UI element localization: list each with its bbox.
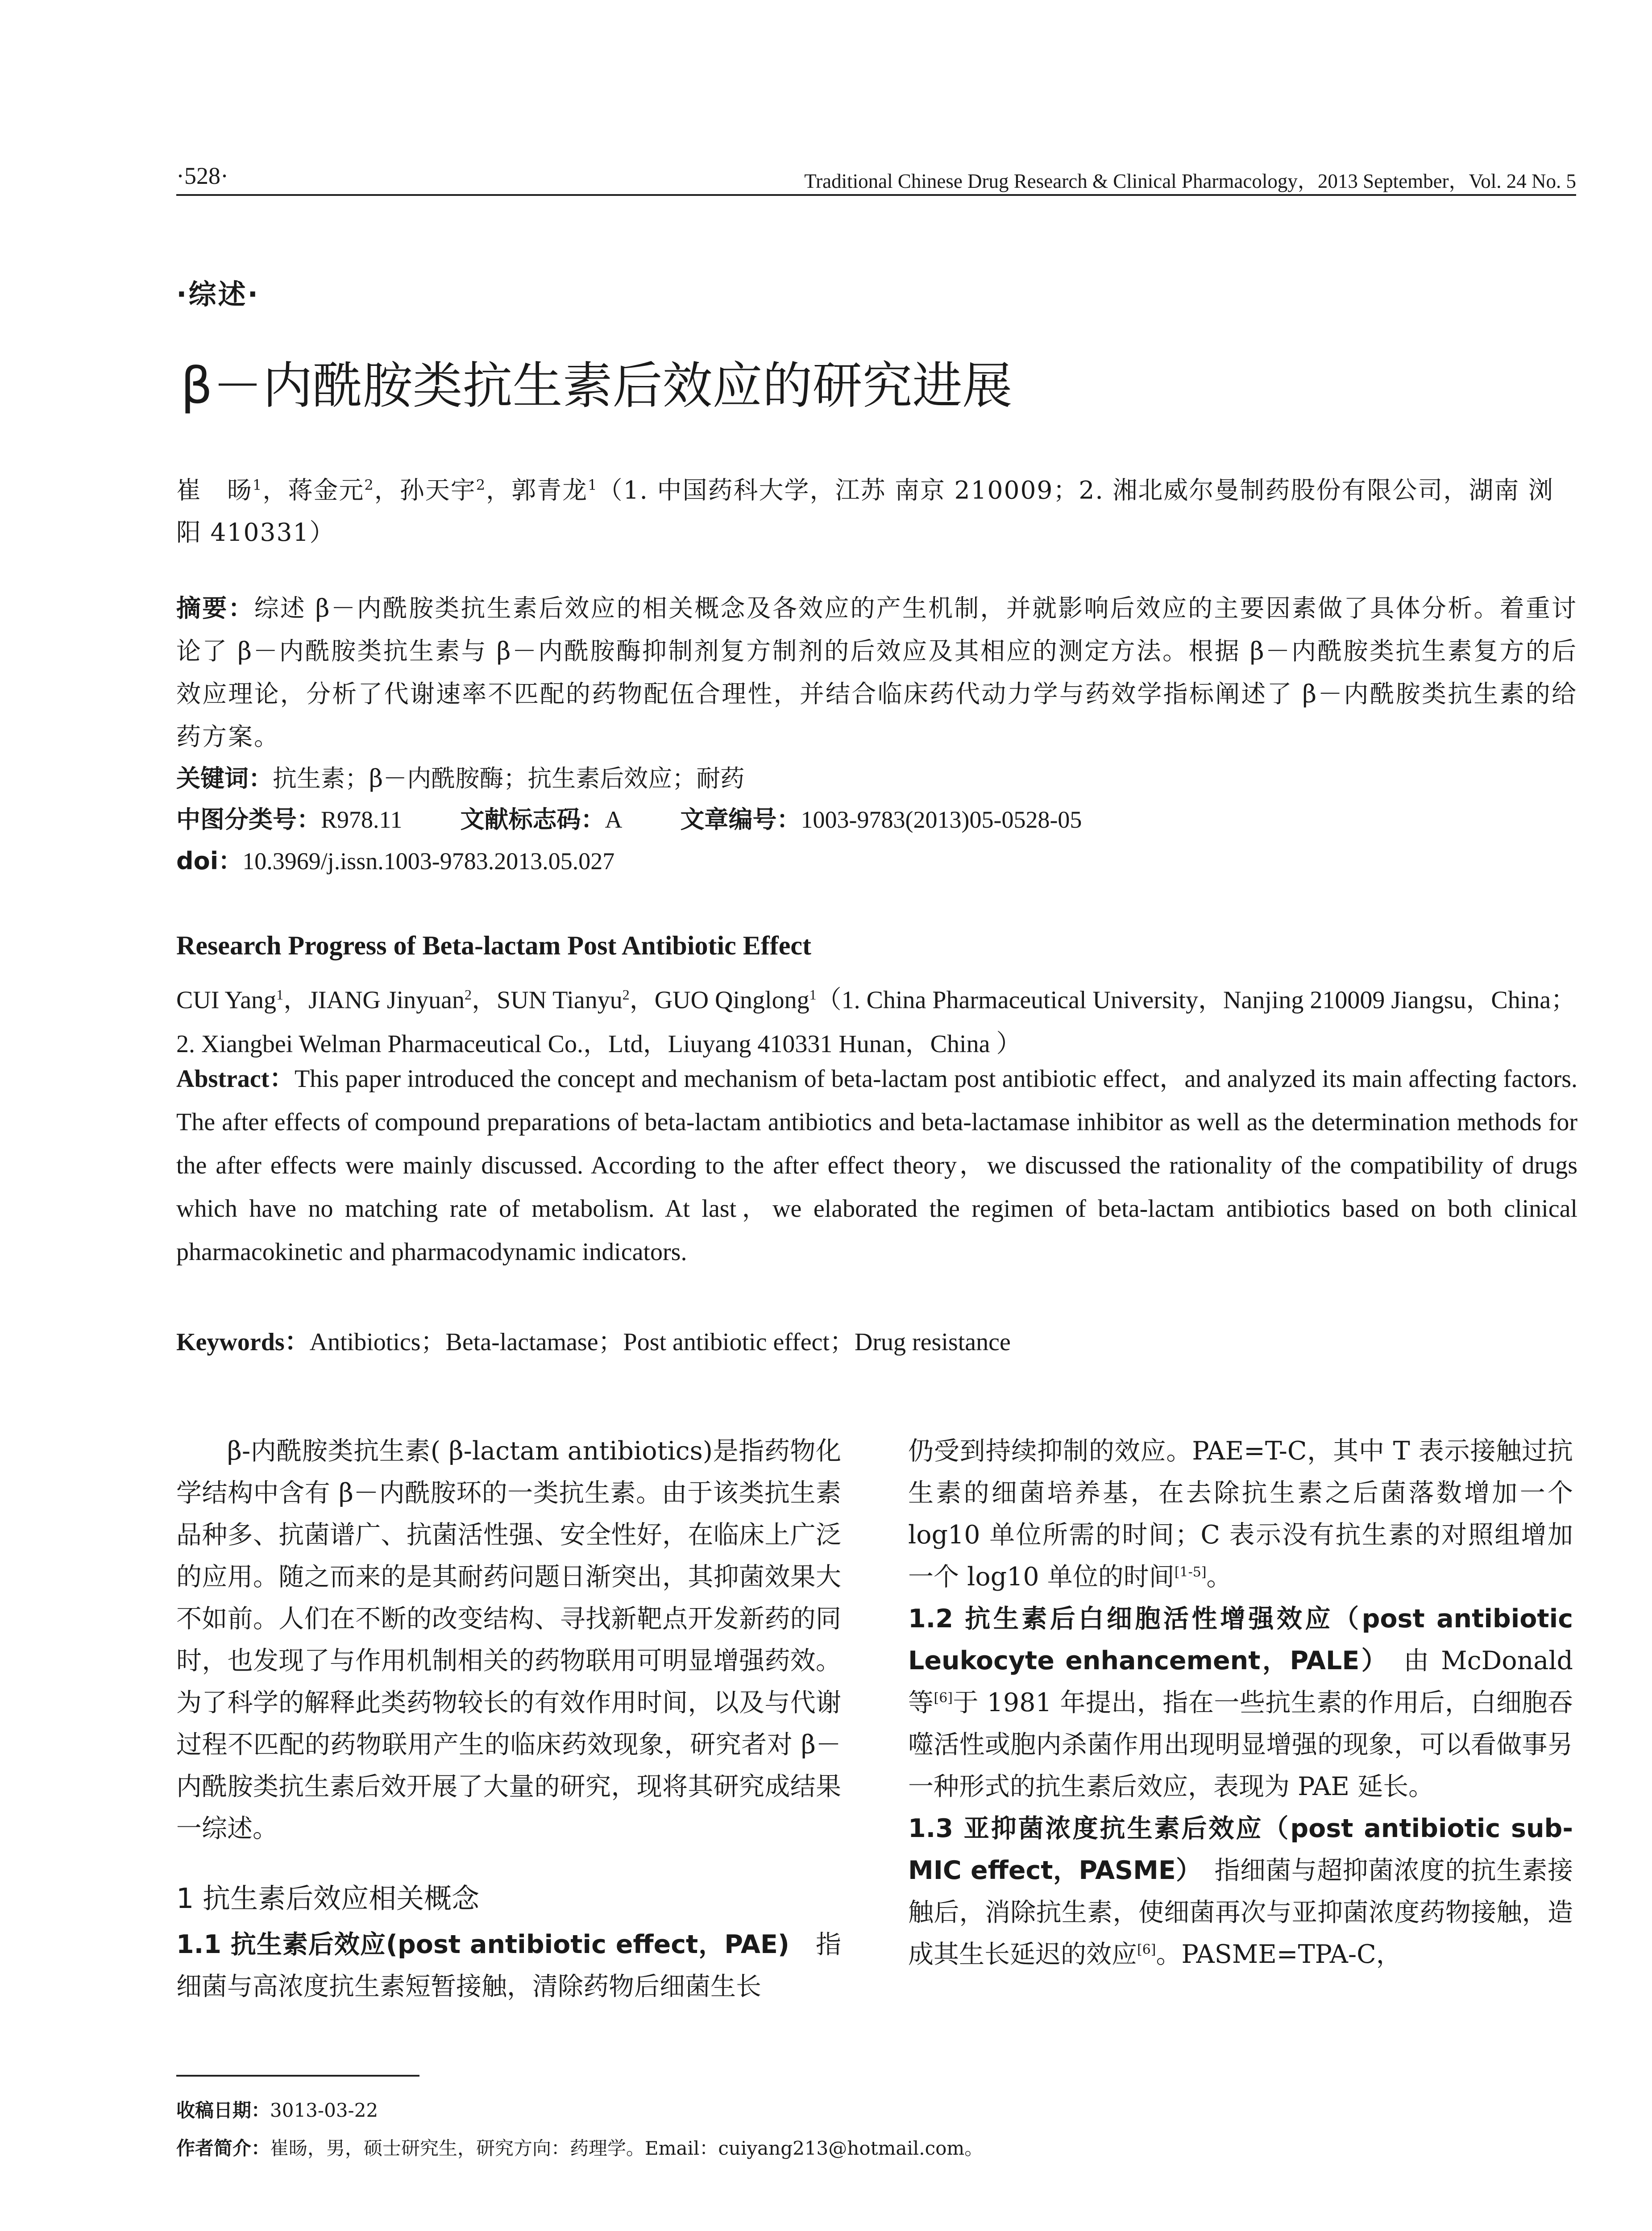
doi-line <box>176 841 1577 881</box>
intro-paragraph: β-内酰胺类抗生素( β-lactam antibiotics)是指药物化学结构中含有 β－内酰胺环的一类抗生素。由于该类抗生素品种多、抗菌谱广、抗菌活性强、安全性好，在临床上广泛的应用。随之而来的是其耐药问题日渐突出，其抑菌效果大不如前。人们在不断的改变结构、寻找新靶点开发新药的同时，也发现了与作用机制相关的药物联用可明显增强药效。为了科学的解释此类药物较长的有效作用时间，以及与代谢过程不匹配的药物联用产生的临床药效现象，研究者对 β－内酰胺类抗生素后效开展了大量的研究，现将其研究成结果一综述。 <box>176 1436 841 1843</box>
keywords-en-label: Keywords： <box>176 1328 310 1356</box>
author-separator: ， <box>262 476 288 505</box>
author-name: 蒋金元 <box>288 476 365 505</box>
abstract-cn-text: 综述 β－内酰胺类抗生素后效应的相关概念及各效应的产生机制，并就影响后效应的主要因素做了具体分析。着重讨论了 β－内酰胺类抗生素与 β－内酰胺酶抑制剂复方制剂的后效应及其相应的测定方法。根据 β－内酰胺类抗生素复方的后效应理论，分析了代谢速率不匹配的药物配伍合理性，并结合临床药代动力学与药效学指标阐述了 β－内酰胺类抗生素的给药方案。 <box>176 594 1577 751</box>
continued-end: 。 <box>1206 1562 1232 1592</box>
keywords-cn-label: 关键词： <box>176 764 273 792</box>
keywords-cn <box>176 759 1577 799</box>
section-heading-1-3: 1.3 亚抑菌浓度抗生素后效应（post antibiotic sub-MIC effect，PASME） <box>908 1814 1573 1885</box>
abstract-en-text: This paper introduced the concept and mechanism of beta-lactam post antibiotic effect，and analyzed its main affecting factors. The after effects of compound preparations of beta-lactam antibiotics and beta-lactamase inhibitor as well as the determination methods for the after effects were mainly discussed. According to the after effect theory，we discussed the rationality of the compatibility of drugs which have no matching rate of metabolism. At last，we elaborated the regimen of beta-lactam antibiotics based on both clinical pharmacokinetic and pharmacodynamic indicators. <box>176 1065 1577 1266</box>
author-affil-sup: 2 <box>622 987 630 1003</box>
doi-label: doi： <box>176 847 243 875</box>
section-1-3-text: 指细菌与超抑菌浓度的抗生素接触后，消除抗生素，使细菌再次与亚抑菌浓度药物接触，造成其生长延迟的效应 <box>908 1856 1573 1969</box>
citation-ref: [6] <box>1137 1942 1156 1957</box>
footnote-divider <box>176 2075 419 2077</box>
keywords-cn-text: 抗生素；β－内酰胺酶；抗生素后效应；耐药 <box>273 764 745 792</box>
doc-code-value: A <box>605 806 623 833</box>
author-bio-label: 作者简介： <box>176 2137 270 2159</box>
body-column-right <box>908 1430 1573 1975</box>
affiliation-cn: （1. 中国药科大学，江苏 南京 210009；2. 湘北威尔曼制药股份有限公司，湖南 浏阳 410331） <box>176 476 1554 547</box>
section-1-1-paragraph <box>176 1924 841 2007</box>
article-title-cn: β－内酰胺类抗生素后效应的研究进展 <box>181 357 1013 415</box>
footnote-author-bio <box>176 2135 1577 2162</box>
section-heading-1-1: 1.1 抗生素后效应(post antibiotic effect，PAE) <box>176 1930 789 1959</box>
author-affil-sup: 2 <box>364 477 374 493</box>
journal-info: Traditional Chinese Drug Research & Clinical Pharmacology，2013 September，Vol. 24 No. 5 <box>804 170 1576 192</box>
author-affil-sup: 1 <box>588 477 598 493</box>
author-separator: ， <box>374 476 400 505</box>
section-1-3-text-cont: 。PASME=TPA-C， <box>1156 1940 1402 1969</box>
section-1-2-text-cont: 于 1981 年提出，指在一些抗生素的作用后，白细胞吞噬活性或胞内杀菌作用出现明显增强的现象，可以看做事另一种形式的抗生素后效应，表现为 PAE 延长。 <box>908 1688 1573 1801</box>
doc-code-label: 文献标志码： <box>460 805 605 834</box>
author-name-en: ，JIANG Jinyuan <box>283 986 465 1014</box>
author-name: 孙天宇 <box>399 476 476 505</box>
footnote-received <box>176 2097 1577 2124</box>
section-tag: ·综述· <box>176 278 260 311</box>
section-1-2-paragraph <box>908 1598 1573 1808</box>
received-label: 收稿日期： <box>176 2099 270 2121</box>
citation-ref: [1-5] <box>1174 1564 1207 1580</box>
received-date: 3013-03-22 <box>270 2099 378 2121</box>
authors-en <box>176 973 1577 1066</box>
abstract-cn <box>176 587 1577 758</box>
continued-text: 仍受到持续抑制的效应。PAE=T-C，其中 T 表示接触过抗生素的细菌培养基，在去除抗生素之后菌落数增加一个 log10 单位所需的时间；C 表示没有抗生素的对照组增加一个 log10 单位的时间 <box>908 1436 1573 1592</box>
author-bio-text: 崔旸，男，硕士研究生，研究方向：药理学。Email：cuiyang213@hotmail.com。 <box>270 2137 984 2159</box>
author-affil-sup: 2 <box>476 477 486 493</box>
classification-line <box>176 800 1577 840</box>
article-number-value: 1003-9783(2013)05-0528-05 <box>801 806 1082 833</box>
article-number-label: 文章编号： <box>680 805 801 834</box>
author-affil-sup: 1 <box>276 987 284 1003</box>
author-name-en: ，SUN Tianyu <box>472 986 623 1014</box>
keywords-en <box>176 1321 1577 1364</box>
abstract-en <box>176 1057 1577 1274</box>
section-1-3-paragraph <box>908 1808 1573 1975</box>
author-name: 郭青龙 <box>511 476 588 505</box>
article-title-en: Research Progress of Beta-lactam Post Antibiotic Effect <box>176 931 811 960</box>
author-affil-sup: 1 <box>253 477 263 493</box>
body-column-left <box>176 1430 841 2007</box>
authors-cn <box>176 464 1577 554</box>
clc-value: R978.11 <box>321 806 403 833</box>
page-number: ·528· <box>176 162 228 189</box>
author-name: 崔 旸 <box>176 476 253 505</box>
section-1-2-text: 由 McDonald 等 <box>908 1646 1573 1717</box>
clc-label: 中图分类号： <box>176 805 321 834</box>
author-affil-sup: 1 <box>809 987 817 1003</box>
affiliation-en: （1. China Pharmaceutical University，Nanjing 210009 Jiangsu，China；2. Xiangbei Welman Pharmaceutical Co.，Ltd，Liuyang 410331 Hunan，China ） <box>176 986 1576 1058</box>
continued-paragraph <box>908 1430 1573 1598</box>
section-1-1-text: 指细菌与高浓度抗生素短暂接触，清除药物后细菌生长 <box>176 1930 841 2001</box>
author-affil-sup: 2 <box>465 987 472 1003</box>
citation-ref: [6] <box>934 1690 953 1706</box>
section-heading-1-2: 1.2 抗生素后白细胞活性增强效应（post antibiotic Leukocyte enhancement，PALE） <box>908 1604 1573 1675</box>
abstract-cn-label: 摘要： <box>176 594 254 622</box>
section-heading-1: 1 抗生素后效应相关概念 <box>176 1882 480 1915</box>
abstract-en-label: Abstract： <box>176 1065 295 1093</box>
author-name-en: ，GUO Qinglong <box>629 986 809 1014</box>
author-separator: ， <box>486 476 512 505</box>
running-header <box>176 154 1576 196</box>
author-name-en: CUI Yang <box>176 986 277 1014</box>
keywords-en-text: Antibiotics；Beta-lactamase；Post antibiotic effect；Drug resistance <box>309 1328 1011 1356</box>
doi-value: 10.3969/j.issn.1003-9783.2013.05.027 <box>242 848 615 875</box>
